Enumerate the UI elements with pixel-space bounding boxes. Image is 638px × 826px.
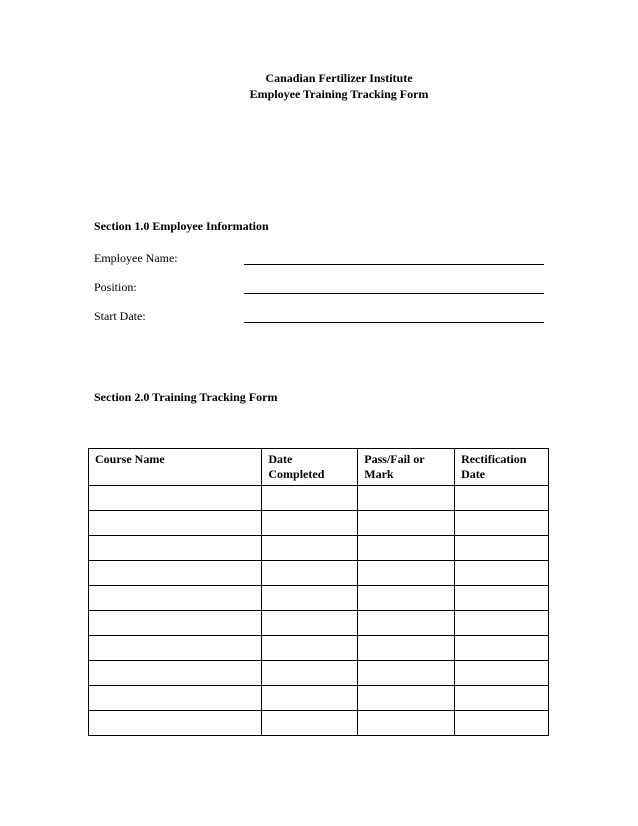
rectification-date-cell[interactable] [455,636,549,661]
column-header-pass-fail: Pass/Fail or Mark [358,449,455,486]
rectification-date-cell[interactable] [455,661,549,686]
date-completed-cell[interactable] [262,586,358,611]
pass-fail-cell[interactable] [358,561,455,586]
table-row [89,586,549,611]
course-name-cell[interactable] [89,486,262,511]
pass-fail-cell[interactable] [358,536,455,561]
pass-fail-cell[interactable] [358,586,455,611]
document-header [0,70,638,102]
position-label: Position: [94,280,137,294]
employee-name-field[interactable] [244,264,544,265]
column-header-course-name: Course Name [89,449,262,486]
date-completed-cell[interactable] [262,636,358,661]
course-name-cell[interactable] [89,586,262,611]
table-row [89,611,549,636]
start-date-label: Start Date: [94,309,146,323]
training-tracking-table [88,448,549,736]
table-row [89,636,549,661]
start-date-row [94,309,554,325]
course-name-cell[interactable] [89,686,262,711]
course-name-cell[interactable] [89,561,262,586]
course-name-cell[interactable] [89,636,262,661]
section-employee-information-title: Section 1.0 Employee Information [94,219,269,233]
pass-fail-cell[interactable] [358,636,455,661]
table-body [89,486,549,736]
position-row [94,280,554,296]
date-completed-cell[interactable] [262,661,358,686]
course-name-cell[interactable] [89,661,262,686]
table-row [89,661,549,686]
column-header-date-completed: Date Completed [262,449,358,486]
table-header-row [89,449,549,486]
rectification-date-cell[interactable] [455,536,549,561]
organization-name: Canadian Fertilizer Institute [265,71,413,85]
table-row [89,561,549,586]
position-field[interactable] [244,293,544,294]
pass-fail-cell[interactable] [358,611,455,636]
date-completed-cell[interactable] [262,486,358,511]
column-header-rectification-date: Rectification Date [455,449,549,486]
date-completed-cell[interactable] [262,711,358,736]
date-completed-cell[interactable] [262,511,358,536]
pass-fail-cell[interactable] [358,486,455,511]
section-training-tracking-title: Section 2.0 Training Tracking Form [94,390,278,404]
form-title: Employee Training Tracking Form [249,87,429,101]
table-row [89,686,549,711]
pass-fail-cell[interactable] [358,686,455,711]
rectification-date-cell[interactable] [455,686,549,711]
table-row [89,711,549,736]
pass-fail-cell[interactable] [358,511,455,536]
table-row [89,536,549,561]
rectification-date-cell[interactable] [455,511,549,536]
table-row [89,511,549,536]
employee-name-label: Employee Name: [94,251,178,265]
rectification-date-cell[interactable] [455,561,549,586]
course-name-cell[interactable] [89,611,262,636]
rectification-date-cell[interactable] [455,711,549,736]
course-name-cell[interactable] [89,511,262,536]
pass-fail-cell[interactable] [358,661,455,686]
rectification-date-cell[interactable] [455,486,549,511]
rectification-date-cell[interactable] [455,611,549,636]
table-row [89,486,549,511]
date-completed-cell[interactable] [262,561,358,586]
rectification-date-cell[interactable] [455,586,549,611]
course-name-cell[interactable] [89,711,262,736]
start-date-field[interactable] [244,322,544,323]
date-completed-cell[interactable] [262,686,358,711]
employee-name-row [94,251,554,267]
date-completed-cell[interactable] [262,611,358,636]
course-name-cell[interactable] [89,536,262,561]
pass-fail-cell[interactable] [358,711,455,736]
date-completed-cell[interactable] [262,536,358,561]
